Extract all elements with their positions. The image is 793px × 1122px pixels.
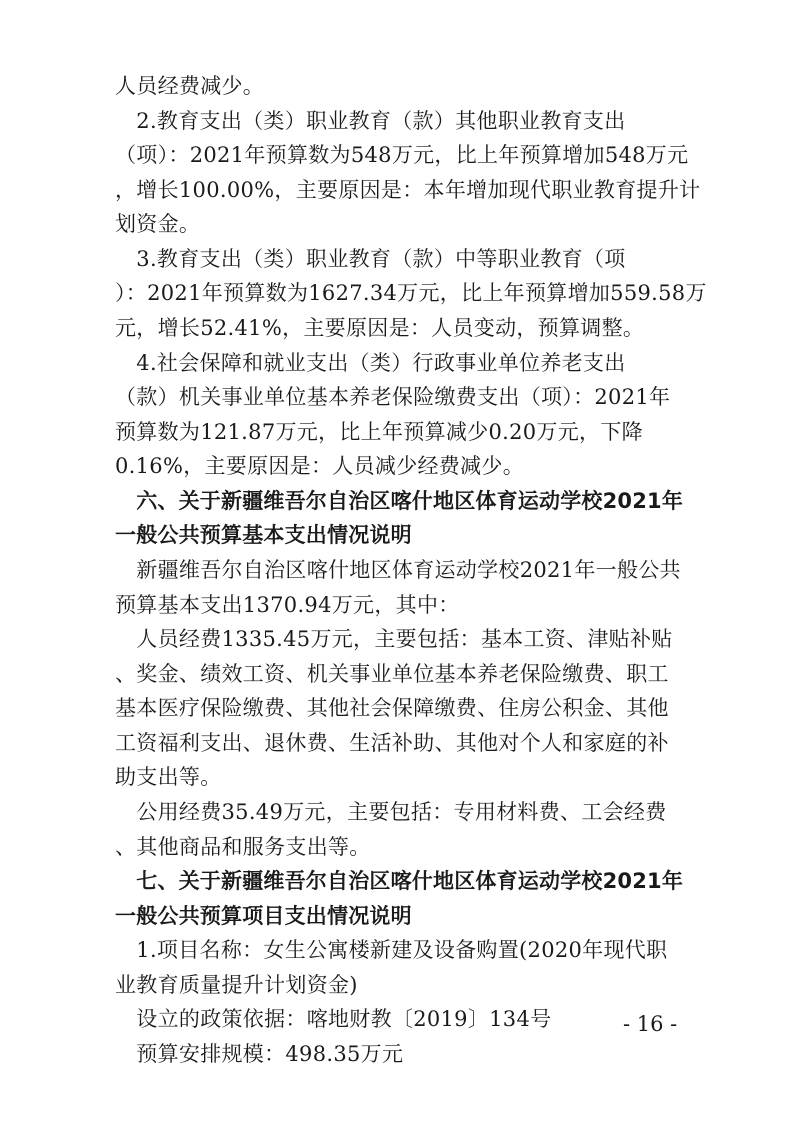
section-heading: 六、关于新疆维吾尔自治区喀什地区体育运动学校2021年 (115, 488, 684, 513)
text-line: 新疆维吾尔自治区喀什地区体育运动学校2021年一般公共 (115, 558, 681, 582)
text-line: （项）：2021年预算数为548万元，比上年预算增加548万元 (115, 143, 689, 168)
text-line: 、奖金、绩效工资、机关事业单位基本养老保险缴费、职工 (115, 661, 669, 686)
text-line: 人员经费减少。 (115, 74, 265, 98)
text-line: 预算安排规模：498.35万元 (115, 1042, 404, 1066)
text-line: 助支出等。 (115, 765, 222, 790)
text-line: 设立的政策依据：喀地财教〔2019〕134号 (115, 1007, 552, 1032)
text-line: 公用经费35.49万元，主要包括：专用材料费、工会经费 (115, 800, 667, 824)
text-line: 2.教育支出（类）职业教育（款）其他职业教育支出 (115, 108, 626, 133)
section-heading: 一般公共预算基本支出情况说明 (115, 523, 412, 548)
text-line: ，增长100.00%，主要原因是：本年增加现代职业教育提升计 (115, 177, 701, 202)
text-line: 3.教育支出（类）职业教育（款）中等职业教育（项 (115, 246, 626, 271)
text-line: ）：2021年预算数为1627.34万元，比上年预算增加559.58万 (115, 281, 707, 306)
text-line: 划资金。 (115, 212, 201, 237)
text-line: （款）机关事业单位基本养老保险缴费支出（项）：2021年 (115, 385, 671, 410)
page-number: - 16 - (623, 1012, 678, 1036)
text-line: 0.16%，主要原因是：人员减少经费减少。 (115, 454, 525, 479)
text-line: 预算基本支出1370.94万元，其中： (115, 592, 460, 617)
text-line: 1.项目名称：女生公寓楼新建及设备购置(2020年现代职 (115, 938, 668, 963)
text-line: 、其他商品和服务支出等。 (115, 834, 371, 859)
text-line: 工资福利支出、退休费、生活补助、其他对个人和家庭的补 (115, 730, 669, 755)
text-line: 人员经费1335.45万元，主要包括：基本工资、津贴补贴 (115, 627, 673, 652)
text-line: 业教育质量提升计划资金) (115, 972, 358, 997)
section-heading: 七、关于新疆维吾尔自治区喀什地区体育运动学校2021年 (115, 869, 684, 894)
section-heading: 一般公共预算项目支出情况说明 (115, 903, 412, 928)
text-line: 4.社会保障和就业支出（类）行政事业单位养老支出 (115, 350, 626, 375)
text-line: 元，增长52.41%，主要原因是：人员变动，预算调整。 (115, 316, 645, 340)
text-line: 基本医疗保险缴费、其他社会保障缴费、住房公积金、其他 (115, 696, 669, 721)
text-line: 预算数为121.87万元，比上年预算减少0.20万元，下降 (115, 419, 643, 444)
